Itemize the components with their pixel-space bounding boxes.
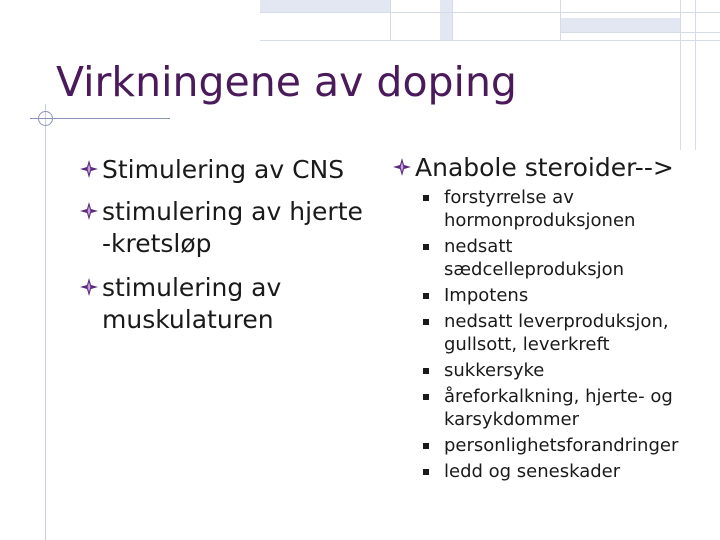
- list-item: [418, 460, 713, 483]
- left-bullet-text: stimulering av: [102, 273, 282, 302]
- decorative-crosshair-circle: [38, 111, 53, 126]
- square-bullet-icon: [423, 195, 429, 201]
- list-item: [418, 385, 713, 431]
- diamond-star-icon: [80, 278, 98, 296]
- list-item-text: ledd og seneskader: [444, 461, 621, 482]
- left-bullet-text: muskulaturen: [102, 305, 274, 334]
- list-item: [418, 434, 713, 457]
- list-item-text: personlighetsforandringer: [444, 435, 679, 456]
- diamond-star-icon: [393, 158, 411, 176]
- square-bullet-icon: [423, 319, 429, 325]
- list-item-text: Impotens: [444, 285, 529, 306]
- list-item: [418, 284, 713, 307]
- square-bullet-icon: [423, 368, 429, 374]
- square-bullet-icon: [423, 293, 429, 299]
- diamond-star-icon: [80, 202, 98, 220]
- list-item-text: hormonproduksjonen: [444, 210, 636, 231]
- slide-title: Virkningene av doping: [56, 58, 517, 106]
- square-bullet-icon: [423, 394, 429, 400]
- list-item-text: gullsott, leverkreft: [444, 334, 610, 355]
- diamond-star-icon: [80, 160, 98, 178]
- list-item-text: åreforkalkning, hjerte- og: [444, 386, 673, 407]
- list-item-text: sukkersyke: [444, 360, 545, 381]
- list-item: [418, 310, 713, 356]
- left-bullet-text: stimulering av hjerte: [102, 197, 363, 226]
- right-heading-text: Anabole steroider-->: [415, 153, 674, 182]
- square-bullet-icon: [423, 469, 429, 475]
- list-item: [418, 235, 713, 281]
- list-item: [418, 186, 713, 232]
- list-item-text: karsykdommer: [444, 409, 579, 430]
- list-item: [418, 359, 713, 382]
- list-item-text: forstyrrelse av: [444, 187, 574, 208]
- left-bullet-text: -kretsløp: [102, 229, 212, 258]
- list-item-text: nedsatt: [444, 236, 513, 257]
- decorative-vertical-line: [45, 104, 46, 540]
- sub-bullet-list: [418, 186, 713, 486]
- square-bullet-icon: [423, 244, 429, 250]
- square-bullet-icon: [423, 443, 429, 449]
- list-item-text: nedsatt leverproduksjon,: [444, 311, 669, 332]
- list-item-text: sædcelleproduksjon: [444, 259, 625, 280]
- left-bullet-text: Stimulering av CNS: [102, 155, 345, 184]
